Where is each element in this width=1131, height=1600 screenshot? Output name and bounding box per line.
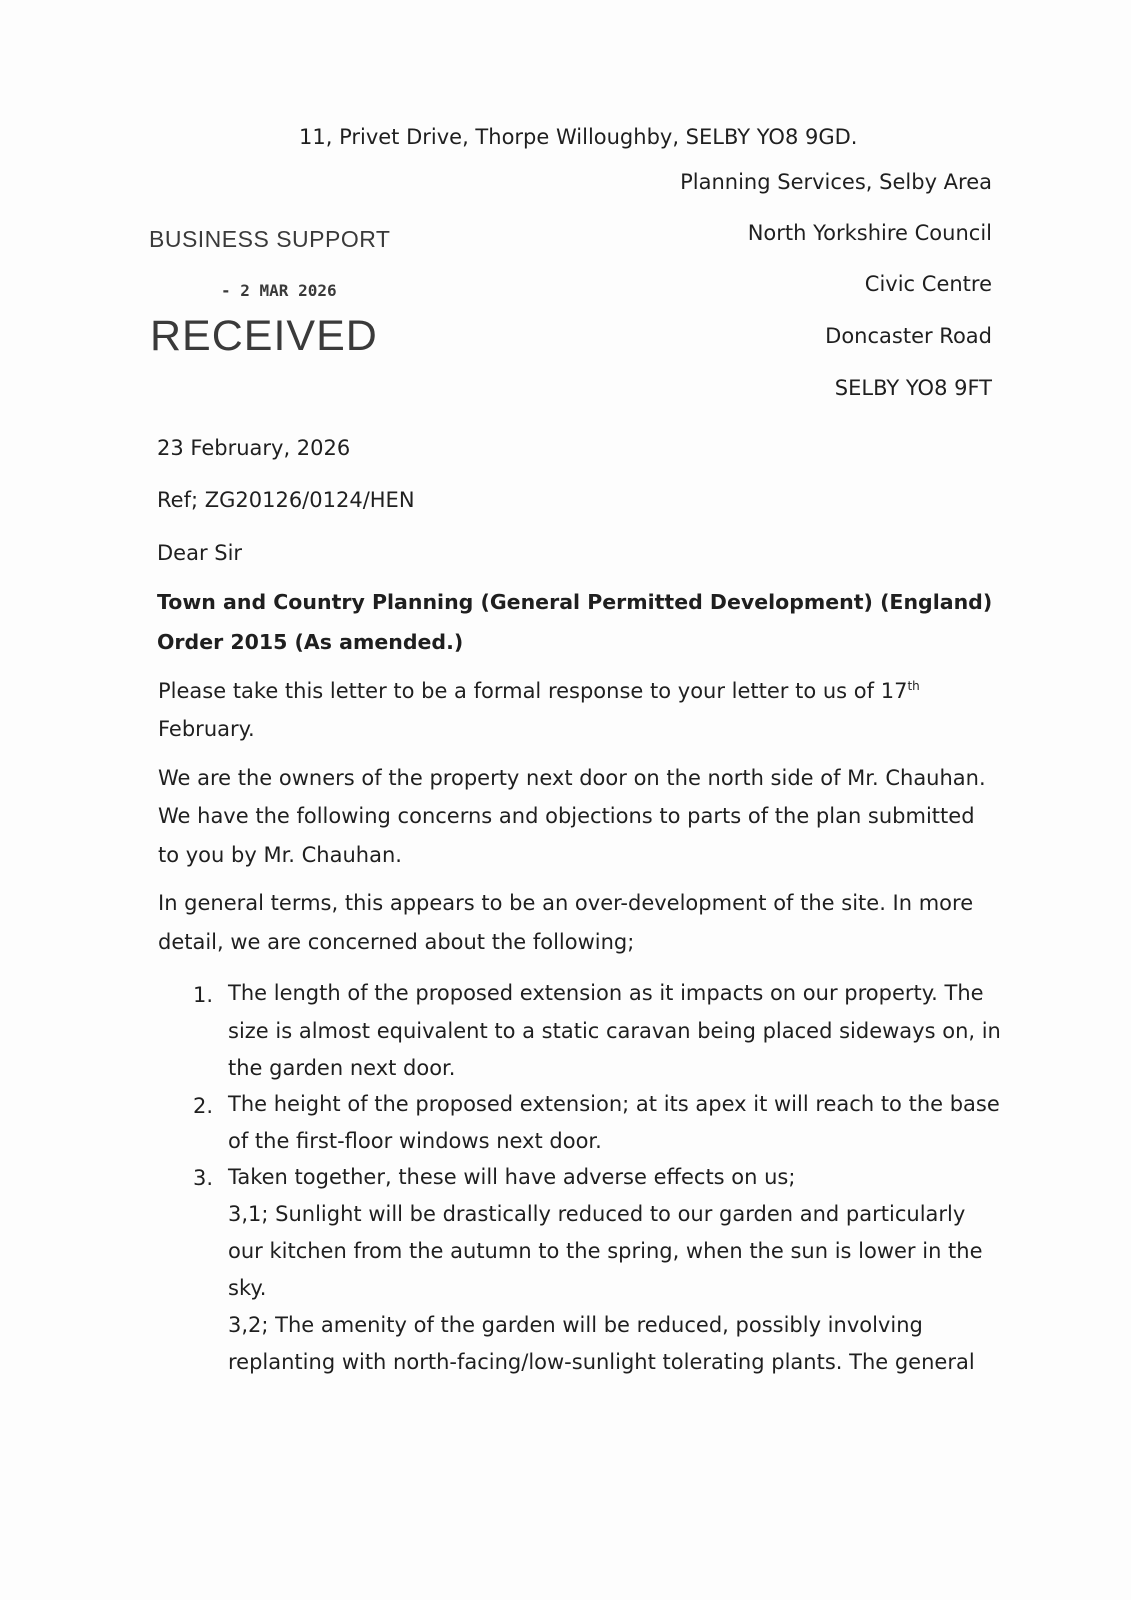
list-line: replanting with north-facing/low-sunlight tolerating plants. The general — [228, 1350, 975, 1374]
sender-address: 11, Privet Drive, Thorpe Willoughby, SELBY YO8 9GD. — [299, 125, 858, 149]
list-line: sky. — [228, 1276, 267, 1300]
list-line: The height of the proposed extension; at its apex it will reach to the base — [228, 1092, 1000, 1116]
intro-line — [158, 681, 920, 702]
list-line: the garden next door. — [228, 1056, 456, 1080]
stamp-status: RECEIVED — [150, 312, 378, 360]
letter-salutation: Dear Sir — [157, 541, 243, 565]
list-line: size is almost equivalent to a static caravan being placed sideways on, in — [228, 1019, 1001, 1043]
stamp-department: BUSINESS SUPPORT — [149, 226, 391, 252]
recipient-line: North Yorkshire Council — [747, 221, 992, 245]
stamp-date: - 2 MAR 2026 — [221, 281, 337, 300]
list-line: 3,1; Sunlight will be drastically reduced to our garden and particularly — [228, 1202, 966, 1226]
paragraph-line: In general terms, this appears to be an over-development of the site. In more — [158, 891, 974, 915]
recipient-line: Doncaster Road — [825, 324, 992, 348]
subject-line: Town and Country Planning (General Permitted Development) (England) — [157, 590, 993, 614]
intro-text: Please take this letter to be a formal response to your letter to us of 17 — [158, 679, 908, 703]
letter-date: 23 February, 2026 — [157, 436, 351, 460]
recipient-line: SELBY YO8 9FT — [834, 376, 992, 400]
paragraph-line: detail, we are concerned about the following; — [158, 930, 635, 954]
recipient-line: Planning Services, Selby Area — [680, 170, 992, 194]
list-line: The length of the proposed extension as it impacts on our property. The — [228, 981, 984, 1005]
list-number: 1. — [193, 983, 214, 1007]
intro-superscript: th — [907, 679, 920, 693]
list-number: 3. — [193, 1166, 214, 1190]
subject-line: Order 2015 (As amended.) — [157, 630, 464, 654]
list-line: Taken together, these will have adverse effects on us; — [228, 1165, 796, 1189]
paragraph-line: We are the owners of the property next door on the north side of Mr. Chauhan. — [158, 766, 986, 790]
paragraph-line: We have the following concerns and objections to parts of the plan submitted — [158, 804, 975, 828]
list-line: of the first-floor windows next door. — [228, 1129, 602, 1153]
list-line: 3,2; The amenity of the garden will be reduced, possibly involving — [228, 1313, 923, 1337]
paragraph-line: to you by Mr. Chauhan. — [158, 843, 402, 867]
letter-reference: Ref; ZG20126/0124/HEN — [157, 488, 415, 512]
list-number: 2. — [193, 1094, 214, 1118]
recipient-line: Civic Centre — [864, 272, 992, 296]
list-line: our kitchen from the autumn to the spring, when the sun is lower in the — [228, 1239, 983, 1263]
intro-line: February. — [158, 717, 255, 741]
